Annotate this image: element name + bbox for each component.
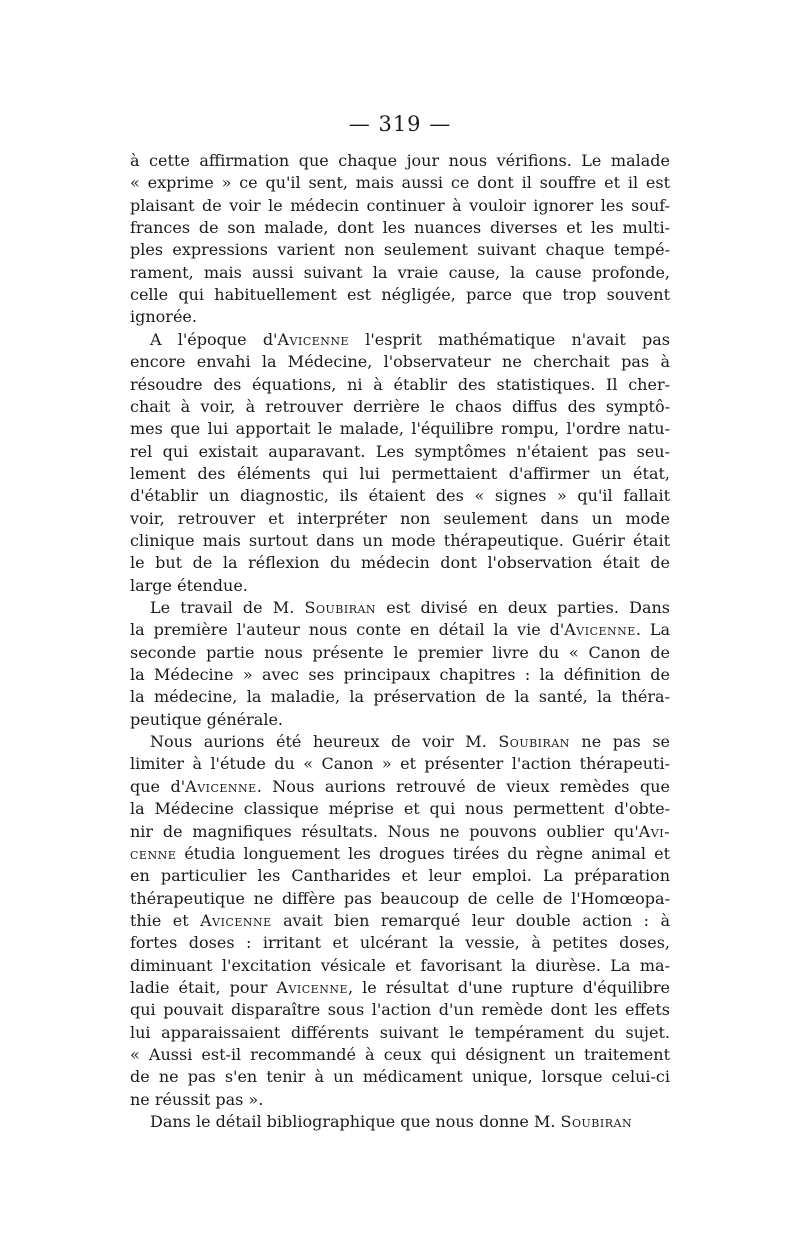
text-segment: ladie était, pour xyxy=(130,977,277,997)
text-line xyxy=(130,999,670,1021)
text-segment: fortes doses : irritant et ulcérant la vessie, à petites doses, xyxy=(130,933,670,953)
text-segment: mes que lui apportait le malade, l'équilibre rompu, l'ordre natu- xyxy=(130,419,670,439)
text-segment: à cette affirmation que chaque jour nous vérifions. Le malade xyxy=(130,151,670,170)
text-segment: l'esprit mathématique n'avait pas xyxy=(349,329,670,349)
text-segment: diminuant l'excitation vésicale et favorisant la diurèse. La ma- xyxy=(130,955,670,975)
text-segment: lui apparaissaient différents suivant le tempérament du sujet. xyxy=(130,1022,670,1042)
text-segment: A l'époque d' xyxy=(150,329,278,349)
text-line xyxy=(130,642,670,664)
text-segment: la première l'auteur nous conte en détail la vie d' xyxy=(130,620,565,640)
author-name: Avicenne xyxy=(277,329,350,349)
text-segment: ples expressions varient non seulement suivant chaque tempé- xyxy=(130,240,670,260)
text-line xyxy=(130,530,670,552)
author-name: Avicenne xyxy=(200,910,272,930)
text-segment: nir de magnifiques résultats. Nous ne pouvons oublier qu' xyxy=(130,821,639,841)
text-segment: avait bien remarqué leur double action : à xyxy=(271,910,670,930)
text-line xyxy=(130,195,670,217)
text-segment: « Aussi est-il recommandé à ceux qui désignent un traitement xyxy=(130,1045,670,1064)
text-segment: résoudre des équations, ni à établir des statistiques. Il cher- xyxy=(130,374,670,394)
text-line xyxy=(130,977,670,999)
text-line xyxy=(130,597,670,619)
text-line xyxy=(130,955,670,977)
author-name: Avi- xyxy=(638,821,670,841)
text-line xyxy=(130,888,670,910)
author-name: Soubiran xyxy=(560,1112,633,1132)
text-line xyxy=(130,619,670,641)
text-line xyxy=(130,508,670,530)
text-segment: . Nous aurions retrouvé de vieux remèdes que xyxy=(256,776,670,796)
text-segment: en particulier les Cantharides et leur emploi. La préparation xyxy=(130,866,670,886)
text-segment: frances de son malade, dont les nuances diverses et les multi- xyxy=(130,218,670,238)
text-line xyxy=(130,262,670,284)
author-name: Avicenne xyxy=(276,977,348,997)
text-segment: Le travail de M. xyxy=(150,598,305,617)
text-line xyxy=(130,664,670,686)
text-line xyxy=(130,1022,670,1044)
text-segment: seconde partie nous présente le premier livre du « Canon de xyxy=(130,642,670,662)
text-segment: étudia longuement les drogues tirées du règne animal et xyxy=(176,843,670,863)
text-line xyxy=(130,396,670,418)
text-line xyxy=(130,329,670,351)
text-segment: thérapeutique ne diffère pas beaucoup de celle de l'Homœopa- xyxy=(130,888,670,908)
text-segment: clinique mais surtout dans un mode thérapeutique. Guérir était xyxy=(130,530,670,550)
text-line xyxy=(130,575,670,597)
text-segment: qui pouvait disparaître sous l'action d'un remède dont les effets xyxy=(130,1000,670,1020)
text-segment: d'établir un diagnostic, ils étaient des « signes » qu'il fallait xyxy=(130,486,670,506)
text-line xyxy=(130,1066,670,1088)
text-segment: rel qui existait auparavant. Les symptômes n'étaient pas seu- xyxy=(130,441,670,461)
text-segment: large étendue. xyxy=(130,575,248,595)
text-line xyxy=(130,150,670,172)
text-line xyxy=(130,239,670,261)
text-line xyxy=(130,709,670,731)
text-line xyxy=(130,753,670,775)
text-segment: celle qui habituellement est négligée, parce que trop souvent xyxy=(130,285,670,305)
text-segment: ignorée. xyxy=(130,307,197,327)
text-line xyxy=(130,686,670,708)
text-line xyxy=(130,843,670,865)
text-segment: que d' xyxy=(130,776,186,796)
text-line xyxy=(130,932,670,954)
text-segment: la Médecine classique méprise et qui nous permettent d'obte- xyxy=(130,799,670,819)
text-line xyxy=(130,463,670,485)
text-segment: le but de la réflexion du médecin dont l'observation était de xyxy=(130,553,670,573)
text-line xyxy=(130,172,670,194)
text-line xyxy=(130,1044,670,1066)
text-segment: ne pas se xyxy=(569,732,670,752)
text-segment: la médecine, la maladie, la préservation de la santé, la théra- xyxy=(130,687,670,707)
text-line xyxy=(130,441,670,463)
text-segment: , le résultat d'une rupture d'équilibre xyxy=(348,977,670,997)
text-line xyxy=(130,1089,670,1111)
text-segment: la Médecine » avec ses principaux chapitres : la définition de xyxy=(130,665,670,685)
text-line xyxy=(130,798,670,820)
text-line xyxy=(130,731,670,753)
author-name: Avicenne xyxy=(564,620,636,640)
text-segment: rament, mais aussi suivant la vraie cause, la cause profonde, xyxy=(130,262,670,282)
text-line xyxy=(130,351,670,373)
text-segment: Nous aurions été heureux de voir M. xyxy=(150,732,499,752)
text-segment: chait à voir, à retrouver derrière le chaos diffus des symptô- xyxy=(130,396,670,416)
text-segment: peutique générale. xyxy=(130,709,284,729)
text-line xyxy=(130,284,670,306)
text-segment: de ne pas s'en tenir à un médicament unique, lorsque celui-ci xyxy=(130,1067,670,1087)
author-name: Avicenne xyxy=(185,776,257,796)
text-segment: lement des éléments qui lui permettaient d'affirmer un état, xyxy=(130,463,670,483)
author-name: cenne xyxy=(130,843,177,863)
text-line xyxy=(130,485,670,507)
text-segment: est divisé en deux parties. Dans xyxy=(376,598,670,617)
text-segment: . La xyxy=(635,620,670,640)
text-line xyxy=(130,865,670,887)
page-number: — 319 — xyxy=(348,112,452,136)
text-line xyxy=(130,217,670,239)
text-segment: encore envahi la Médecine, l'observateur ne cherchait pas à xyxy=(130,352,670,372)
text-segment: plaisant de voir le médecin continuer à vouloir ignorer les souf- xyxy=(130,195,670,215)
text-segment: voir, retrouver et interpréter non seulement dans un mode xyxy=(130,508,670,528)
text-segment: limiter à l'étude du « Canon » et présenter l'action thérapeuti- xyxy=(130,754,670,774)
text-segment: thie et xyxy=(130,910,201,930)
text-line xyxy=(130,552,670,574)
text-line xyxy=(130,306,670,328)
author-name: Soubiran xyxy=(304,598,377,617)
text-line xyxy=(130,1111,670,1133)
text-segment: Dans le détail bibliographique que nous donne M. xyxy=(150,1112,561,1132)
text-segment: ne réussit pas ». xyxy=(130,1089,264,1109)
text-line xyxy=(130,374,670,396)
text-line xyxy=(130,418,670,440)
author-name: Soubiran xyxy=(498,732,570,752)
text-line xyxy=(130,821,670,843)
text-segment: « exprime » ce qu'il sent, mais aussi ce dont il souffre et il est xyxy=(130,173,670,193)
text-line xyxy=(130,776,670,798)
text-line xyxy=(130,910,670,932)
